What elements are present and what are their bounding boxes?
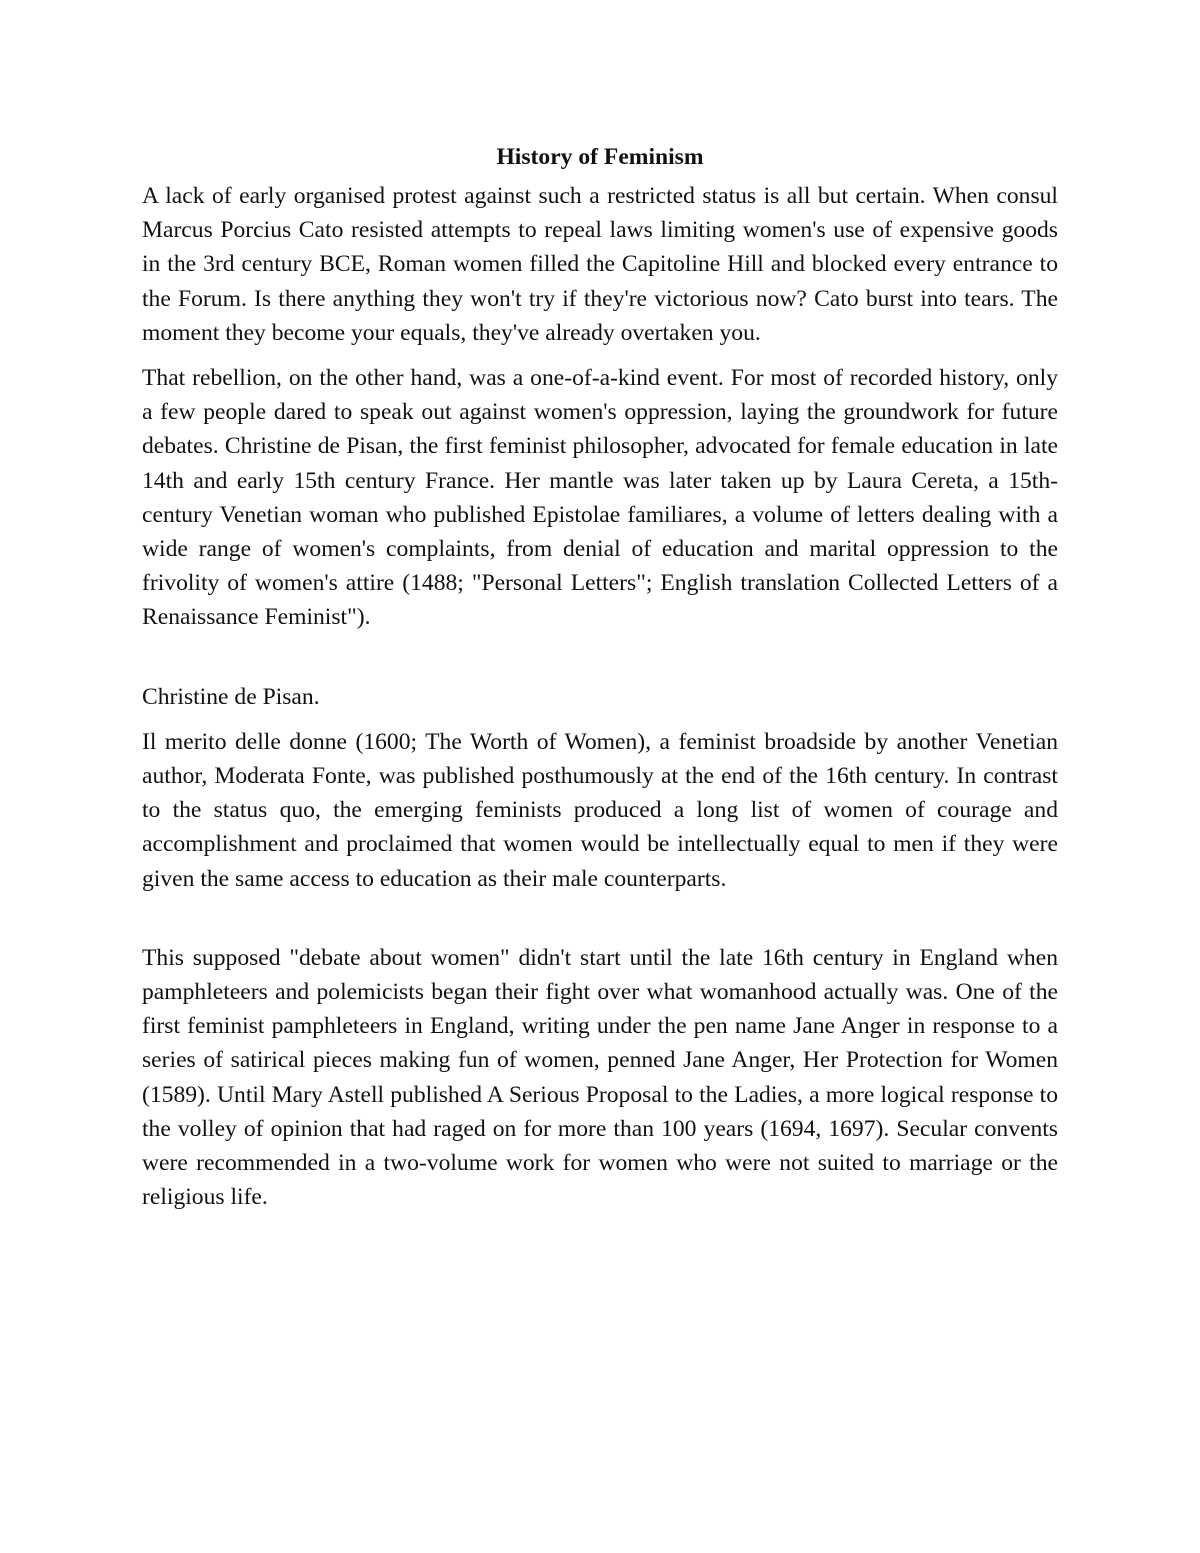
image-caption-christine-de-pisan: Christine de Pisan. [142,683,320,710]
page-title: History of Feminism [496,144,704,170]
paragraph-debate-about-women: This supposed "debate about women" didn't start until the late 16th century in England when pamphleteers and polemicists began their fight over what womanhood actually was. One of the first feminist pamphleteers in England, writing under the pen name Jane Anger in response to a series of satirical pieces making fun of women, penned Jane Anger, Her Protection for Women (1589). Until Mary Astell published A Serious Proposal to the Ladies, a more logical response to the volley of opinion that had raged on for more than 100 years (1694, 1697). Secular convents were recommended in a two-volume work for women who were not suited to marriage or the religious life. [142,944,1058,1211]
paragraph-moderata-fonte: Il merito delle donne (1600; The Worth of Women), a feminist broadside by another Venetian author, Moderata Fonte, was published posthumously at the end of the 16th century. In contrast to the status quo, the emerging feminists produced a long list of women of courage and accomplishment and proclaimed that women would be intellectually equal to men if they were given the same access to education as their male counterparts. [142,728,1058,892]
paragraph-rebellion: That rebellion, on the other hand, was a one-of-a-kind event. For most of recorded history, only a few people dared to speak out against women's oppression, laying the groundwork for future debates. Christine de Pisan, the first feminist philosopher, advocated for female education in late 14th and early 15th century France. Her mantle was later taken up by Laura Cereta, a 15th-century Venetian woman who published Epistolae familiares, a volume of letters dealing with a wide range of women's complaints, from denial of education and marital oppression to the frivolity of women's attire (1488; "Personal Letters"; English translation Collected Letters of a Renaissance Feminist"). [142,365,1058,631]
paragraph-cato: A lack of early organised protest against such a restricted status is all but certain. When consul Marcus Porcius Cato resisted attempts to repeal laws limiting women's use of expensive goods in the 3rd century BCE, Roman women filled the Capitoline Hill and blocked every entrance to the Forum. Is there anything they won't try if they're victorious now? Cato burst into tears. The moment they become your equals, they've already overtaken you. [142,183,1058,346]
document-page [142,140,1058,1214]
